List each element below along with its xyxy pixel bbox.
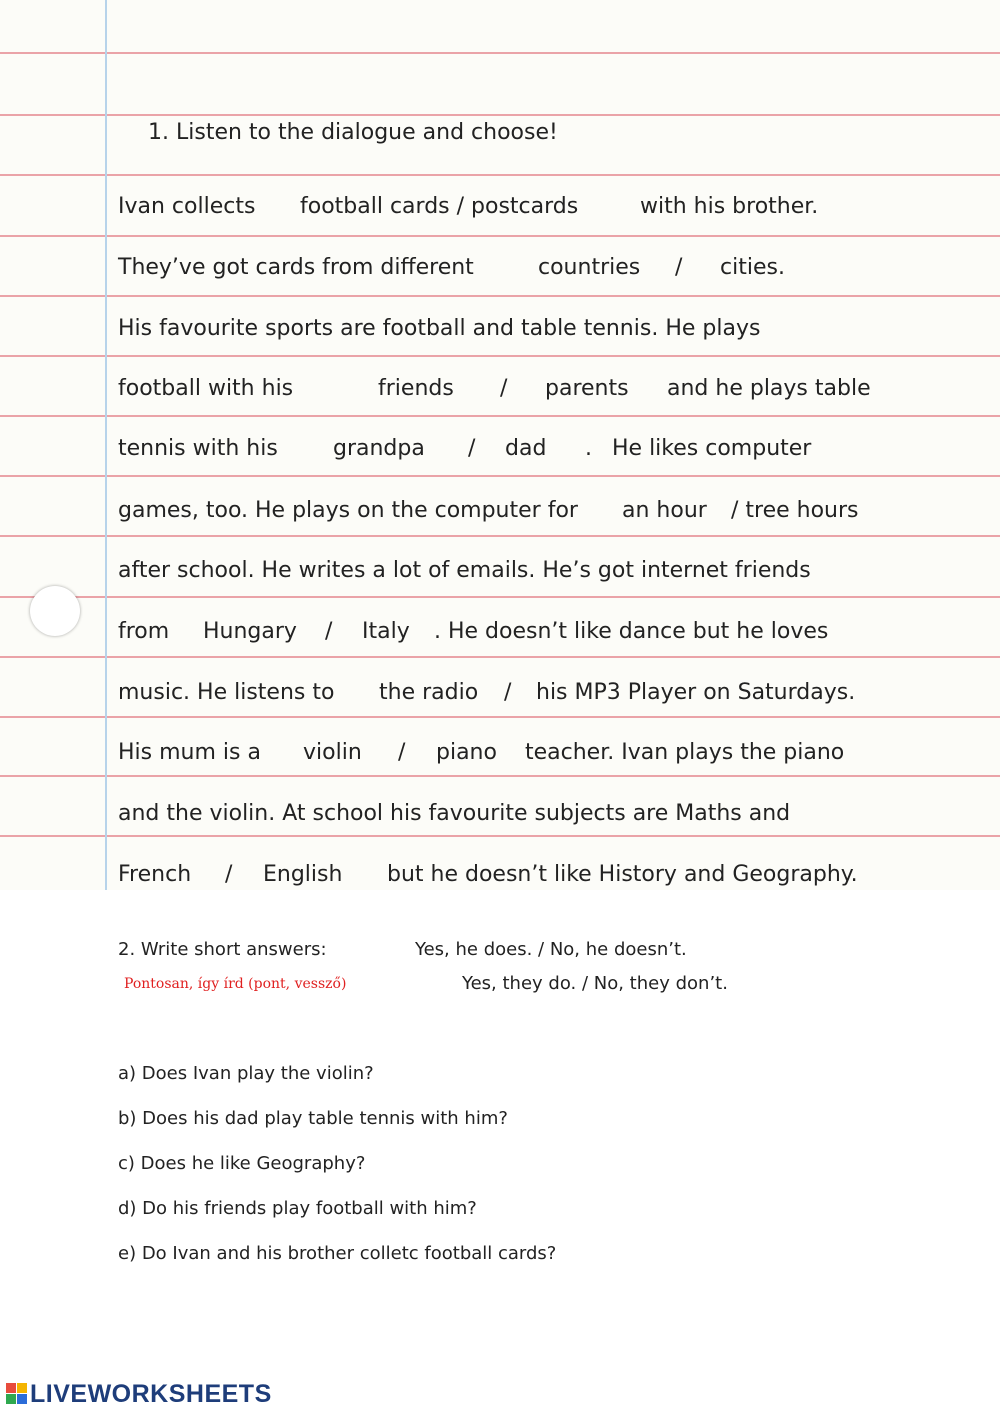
line-2-segment-3: / [675, 255, 683, 280]
question-d: d) Do his friends play football with him? [118, 1198, 477, 1219]
line-2-segment-2: countries [538, 255, 641, 280]
line-5-segment-6: He likes computer [612, 436, 812, 461]
rule-line [0, 235, 1000, 237]
line-2-segment-4: cities. [720, 255, 785, 280]
line-12-segment-1: French [118, 862, 192, 887]
line-2-segment-1: They’ve got cards from different [118, 255, 474, 280]
line-5-segment-4: dad [505, 436, 547, 461]
line-6-segment-3: / tree hours [731, 498, 859, 523]
rule-line [0, 656, 1000, 658]
line-12-segment-3: English [263, 862, 343, 887]
question-c: c) Does he like Geography? [118, 1153, 366, 1174]
logo-text: LIVEWORKSHEETS [30, 1380, 272, 1408]
rule-line [0, 174, 1000, 176]
line-10-segment-4: piano [436, 740, 497, 765]
line-7-segment-1: after school. He writes a lot of emails. He’s got internet friends [118, 558, 811, 583]
section1-title: 1. Listen to the dialogue and choose! [148, 120, 558, 145]
line-8-segment-3: / [325, 619, 333, 644]
rule-line [0, 52, 1000, 54]
rule-line [0, 775, 1000, 777]
rule-line [0, 835, 1000, 837]
line-10-segment-1: His mum is a [118, 740, 261, 765]
line-12-segment-2: / [225, 862, 233, 887]
line-4-segment-3: / [500, 376, 508, 401]
line-1-segment-3: with his brother. [640, 194, 819, 219]
rule-line [0, 415, 1000, 417]
line-5-segment-2: grandpa [333, 436, 425, 461]
line-6-segment-2: an hour [622, 498, 707, 523]
line-9-segment-4: his MP3 Player on Saturdays. [536, 680, 856, 705]
line-8-segment-4: Italy [362, 619, 410, 644]
line-5-segment-1: tennis with his [118, 436, 278, 461]
line-4-segment-5: and he plays table [667, 376, 871, 401]
line-10-segment-5: teacher. Ivan plays the piano [525, 740, 845, 765]
line-11-segment-1: and the violin. At school his favourite subjects are Maths and [118, 801, 791, 826]
line-9-segment-2: the radio [379, 680, 479, 705]
line-8-segment-5: . He doesn’t like dance but he loves [434, 619, 829, 644]
line-10-segment-2: violin [303, 740, 362, 765]
instruction-note: Pontosan, így írd (pont, vessző) [124, 976, 347, 992]
rule-line [0, 114, 1000, 116]
rule-line [0, 355, 1000, 357]
line-12-segment-4: but he doesn’t like History and Geography. [387, 862, 858, 887]
line-9-segment-3: / [504, 680, 512, 705]
punch-hole-icon [30, 586, 80, 636]
margin-line [105, 0, 107, 890]
line-9-segment-1: music. He listens to [118, 680, 335, 705]
question-b: b) Does his dad play table tennis with him? [118, 1108, 508, 1129]
rule-line [0, 596, 1000, 598]
line-1-segment-1: Ivan collects [118, 194, 256, 219]
line-8-segment-1: from [118, 619, 170, 644]
line-6-segment-1: games, too. He plays on the computer for [118, 498, 578, 523]
line-8-segment-2: Hungary [203, 619, 297, 644]
rule-line [0, 295, 1000, 297]
answer-example-he: Yes, he does. / No, he doesn’t. [415, 939, 687, 960]
rule-line [0, 535, 1000, 537]
line-4-segment-2: friends [378, 376, 454, 401]
answer-example-they: Yes, they do. / No, they don’t. [462, 973, 728, 994]
line-4-segment-1: football with his [118, 376, 294, 401]
line-5-segment-5: . [585, 436, 592, 461]
liveworksheets-logo [6, 1380, 272, 1409]
line-4-segment-4: parents [545, 376, 629, 401]
line-5-segment-3: / [468, 436, 476, 461]
line-1-segment-2: football cards / postcards [300, 194, 579, 219]
rule-line [0, 716, 1000, 718]
question-a: a) Does Ivan play the violin? [118, 1063, 374, 1084]
section2-title: 2. Write short answers: [118, 939, 327, 960]
question-e: e) Do Ivan and his brother colletc football cards? [118, 1243, 557, 1264]
liveworksheets-logo-icon [6, 1383, 28, 1405]
line-3-segment-1: His favourite sports are football and table tennis. He plays [118, 316, 761, 341]
rule-line [0, 475, 1000, 477]
line-10-segment-3: / [398, 740, 406, 765]
